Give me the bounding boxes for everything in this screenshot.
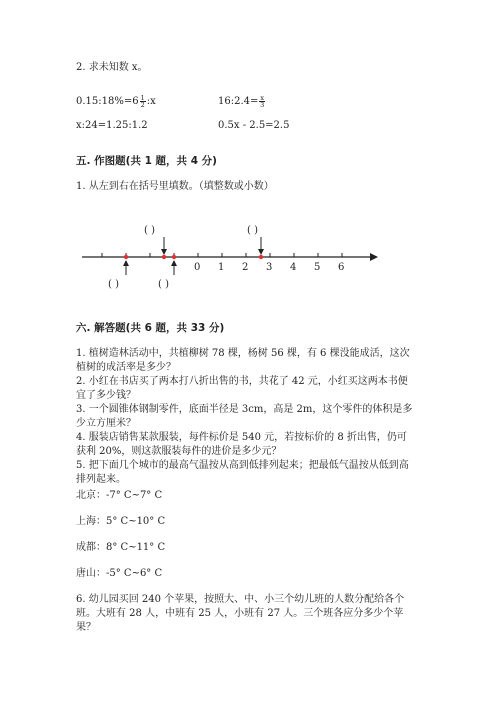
bracket-top-1: ( ) [144,225,155,236]
section6-heading: 六. 解答题(共 6 题，共 33 分) [76,322,225,334]
question-5: 5. 把下面几个城市的最高气温按从高到低排列起来；把最低气温按从低到高排列起来。 [76,460,409,485]
equation-2-left: 16:2.4= [218,96,259,107]
question-2: 2. 小红在书店买了两本打八折出售的书，共花了 42 元，小红买这两本书便宜了多少钱？ [76,376,408,401]
number-line-figure [72,220,412,300]
down-arrow-icon [258,237,264,255]
city-shanghai: 上海：5° C~10° C [76,516,166,527]
section2-title: 2. 求未知数 x。 [76,62,148,73]
tick-label-6: 6 [338,262,345,273]
fraction-2-numerator: x [260,94,265,102]
question-3: 3. 一个圆锥体钢制零件，底面半径是 3cm，高是 2m，这个零件的体积是多少立方厘米？ [76,404,413,429]
axis-ticks [102,253,342,257]
fraction-2-denominator: 3 [260,101,265,109]
question-1: 1. 植树造林活动中，共植柳树 78 棵，杨树 56 棵，有 6 棵没能成活，这次植树的成活率是多少？ [76,348,410,373]
tick-label-2: 2 [242,262,249,273]
city-chengdu: 成都：8° C~11° C [76,542,166,553]
tick-label-1: 1 [218,262,225,273]
fraction-1 [140,95,146,108]
tick-label-4: 4 [290,262,297,273]
tick-label-0: 0 [194,262,201,273]
down-arrow-icon [161,237,167,255]
up-arrow-icon [171,260,177,275]
equation-1-left: 0.15:18%=6 [76,96,139,107]
bracket-bottom-2: ( ) [158,279,169,290]
equation-2 [218,95,266,108]
equation-3: x:24=1.25:1.2 [76,120,148,131]
equation-1-right: :x [146,96,156,107]
up-arrow-icon [123,260,129,275]
tick-label-3: 3 [266,262,273,273]
fraction-2 [259,95,265,108]
equation-4: 0.5x - 2.5=2.5 [218,120,290,131]
question-6: 6. 幼儿园买回 240 个苹果，按照大、中、小三个幼儿班的人数分配给各个班。大班有 28 人，中班有 25 人，小班有 27 人。三个班各应分多少个苹果？ [76,594,405,633]
axis-arrow-icon [370,253,378,261]
bracket-bottom-1: ( ) [108,279,119,290]
bracket-top-2: ( ) [247,225,258,236]
city-tangshan: 唐山：-5° C~6° C [76,568,163,579]
section5-question-1: 1. 从左到右在括号里填数。（填整数或小数） [76,181,274,192]
section5-heading: 五. 作图题(共 1 题，共 4 分) [76,155,217,167]
fraction-1-denominator: 2 [140,101,145,109]
city-beijing: 北京：-7° C~7° C [76,490,163,501]
question-4: 4. 服装店销售某款服装，每件标价是 540 元，若按标价的 8 折出售，仍可获利 20%，则这款服装每件的进价是多少元？ [76,432,407,457]
equation-1 [76,95,156,108]
tick-label-5: 5 [314,262,321,273]
fraction-1-numerator: 1 [140,94,145,102]
